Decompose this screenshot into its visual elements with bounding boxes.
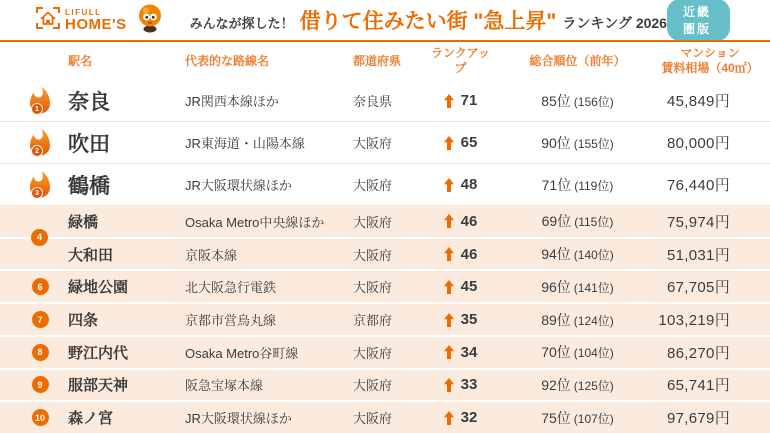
rent-value: 45,849円 bbox=[667, 93, 730, 110]
up-arrow-icon bbox=[444, 378, 454, 392]
col-header-rent bbox=[650, 46, 770, 76]
line-name: 阪急宝塚本線 bbox=[185, 378, 264, 394]
rank-number: 1 bbox=[31, 103, 43, 115]
station-name: 奈良 bbox=[68, 90, 110, 114]
station-name: 野江内代 bbox=[68, 344, 129, 362]
overall-rank-cell bbox=[505, 277, 650, 297]
overall-rank-previous: (119位) bbox=[574, 178, 614, 193]
overall-rank-cell bbox=[505, 175, 650, 195]
rent-value: 103,219円 bbox=[658, 312, 730, 330]
lifull-homes-logo bbox=[36, 3, 164, 38]
overall-rank-previous: (141位) bbox=[573, 280, 614, 295]
prefecture: 大阪府 bbox=[353, 214, 393, 230]
prefecture: 京都府 bbox=[353, 313, 393, 329]
rent-value: 67,705円 bbox=[667, 279, 730, 297]
rent-value: 97,679円 bbox=[667, 410, 730, 428]
col-header-rent-line2: 賃料相場（40㎡） bbox=[661, 61, 759, 75]
line-name: Osaka Metro谷町線 bbox=[185, 345, 299, 361]
house-bracket-icon bbox=[36, 7, 60, 34]
rank-cell bbox=[0, 80, 62, 121]
table-row bbox=[0, 206, 770, 243]
overall-rank-current: 96位 bbox=[541, 278, 571, 295]
table-row bbox=[0, 237, 770, 270]
rent-value: 65,741円 bbox=[667, 377, 730, 395]
rank-up-cell bbox=[430, 344, 505, 361]
prefecture: 大阪府 bbox=[353, 378, 393, 394]
header-bar bbox=[0, 0, 770, 40]
rank-up-cell bbox=[430, 134, 505, 151]
col-header-overall: 総合順位（前年） bbox=[529, 53, 626, 68]
overall-rank-previous: (124位) bbox=[573, 313, 614, 328]
rent-value: 51,031円 bbox=[667, 246, 730, 264]
logo-lifull-text: LIFULL bbox=[65, 7, 102, 17]
overall-rank-cell bbox=[505, 408, 650, 428]
region-badge: 近畿圏版 bbox=[667, 0, 730, 41]
rent-value: 76,440円 bbox=[667, 177, 730, 194]
overall-rank-cell bbox=[505, 211, 650, 231]
flame-rank-icon bbox=[25, 170, 55, 200]
rank-up-value: 46 bbox=[460, 212, 478, 230]
rank-up-value: 65 bbox=[460, 134, 478, 151]
rank-cell bbox=[0, 164, 62, 205]
lower-ranking-group bbox=[0, 206, 770, 433]
station-name: 大和田 bbox=[68, 246, 114, 264]
table-row bbox=[0, 368, 770, 401]
up-arrow-icon bbox=[444, 411, 454, 425]
rank-up-cell bbox=[430, 213, 505, 230]
up-arrow-icon bbox=[444, 178, 454, 192]
rank-up-cell bbox=[430, 409, 505, 426]
overall-rank-current: 90位 bbox=[541, 134, 571, 151]
rank-badge: 10 bbox=[32, 409, 49, 426]
table-row bbox=[0, 302, 770, 335]
rank-cell bbox=[0, 239, 62, 270]
overall-rank-current: 69位 bbox=[541, 213, 572, 230]
overall-rank-previous: (115位) bbox=[574, 215, 614, 230]
page-title bbox=[190, 5, 667, 35]
overall-rank-cell bbox=[505, 310, 650, 330]
overall-rank-cell bbox=[505, 342, 650, 362]
line-name: JR大阪環状線ほか bbox=[185, 411, 292, 427]
prefecture: 大阪府 bbox=[353, 136, 393, 151]
station-name: 服部天神 bbox=[68, 377, 129, 395]
overall-rank-cell bbox=[505, 91, 650, 111]
rank-up-cell bbox=[430, 246, 505, 263]
rent-value: 80,000円 bbox=[667, 135, 730, 152]
overall-rank-previous: (104位) bbox=[573, 346, 614, 361]
overall-rank-current: 75位 bbox=[541, 409, 571, 426]
station-name: 緑地公園 bbox=[68, 279, 129, 297]
overall-rank-previous: (125位) bbox=[573, 378, 614, 393]
line-name: JR大阪環状線ほか bbox=[185, 178, 292, 193]
station-name: 鶴橋 bbox=[68, 174, 110, 198]
overall-rank-current: 89位 bbox=[541, 311, 571, 328]
station-name: 緑橋 bbox=[68, 213, 99, 231]
overall-rank-previous: (156位) bbox=[573, 94, 614, 109]
table-row bbox=[0, 400, 770, 433]
overall-rank-current: 92位 bbox=[541, 376, 571, 393]
prefecture: 大阪府 bbox=[353, 247, 393, 263]
title-main: 借りて住みたい街 "急上昇" bbox=[299, 10, 557, 33]
table-row bbox=[0, 164, 770, 206]
prefecture: 大阪府 bbox=[353, 411, 393, 427]
overall-rank-cell bbox=[505, 244, 650, 264]
rank-up-cell bbox=[430, 376, 505, 393]
rank-badge: 8 bbox=[32, 344, 49, 361]
rank-badge: 9 bbox=[32, 376, 49, 393]
logo-homes-text: HOME'S bbox=[65, 15, 127, 33]
up-arrow-icon bbox=[444, 214, 454, 228]
rank-badge: 4 bbox=[31, 229, 48, 246]
logo-wordmark bbox=[65, 9, 127, 32]
rank-cell bbox=[0, 304, 62, 335]
rank-cell bbox=[0, 271, 62, 302]
station-name: 森ノ宮 bbox=[68, 410, 114, 428]
up-arrow-icon bbox=[444, 280, 454, 294]
prefecture: 大阪府 bbox=[353, 345, 393, 361]
rank-up-cell bbox=[430, 176, 505, 193]
rank-up-value: 34 bbox=[460, 343, 478, 361]
rank-cell bbox=[0, 122, 62, 163]
col-header-rank-up: ランクアップ bbox=[431, 46, 490, 75]
line-name: Osaka Metro中央線ほか bbox=[185, 214, 325, 230]
table-row bbox=[0, 269, 770, 302]
overall-rank-previous: (107位) bbox=[573, 411, 614, 426]
line-name: JR関西本線ほか bbox=[185, 94, 279, 109]
rank-up-cell bbox=[430, 92, 505, 109]
col-header-prefecture: 都道府県 bbox=[353, 53, 402, 68]
rank-up-cell bbox=[430, 278, 505, 295]
up-arrow-icon bbox=[444, 247, 454, 261]
table-column-headers bbox=[0, 42, 770, 80]
overall-rank-previous: (140位) bbox=[573, 248, 614, 263]
col-header-line: 代表的な路線名 bbox=[185, 53, 270, 68]
rank-up-cell bbox=[430, 311, 505, 328]
rank-up-value: 35 bbox=[460, 311, 478, 329]
rank-up-value: 71 bbox=[460, 92, 478, 109]
rank-badge: 7 bbox=[32, 311, 49, 328]
rank-up-value: 45 bbox=[460, 278, 478, 296]
line-name: 京都市営烏丸線 bbox=[185, 313, 277, 329]
rank-cell bbox=[0, 402, 62, 433]
overall-rank-previous: (155位) bbox=[573, 136, 614, 151]
mascot-character-icon bbox=[136, 3, 164, 38]
overall-rank-cell bbox=[505, 133, 650, 153]
rank-cell bbox=[0, 206, 62, 243]
rent-value: 86,270円 bbox=[667, 344, 730, 362]
rank-up-value: 33 bbox=[460, 376, 478, 394]
prefecture: 大阪府 bbox=[353, 280, 393, 296]
line-name: 京阪本線 bbox=[185, 247, 238, 263]
rent-value: 75,974円 bbox=[667, 213, 730, 231]
table-row bbox=[0, 122, 770, 164]
rank-up-value: 48 bbox=[460, 176, 478, 193]
col-header-station: 駅名 bbox=[68, 53, 93, 68]
flame-rank-icon bbox=[25, 86, 55, 116]
rank-cell bbox=[0, 370, 62, 401]
prefecture: 大阪府 bbox=[353, 178, 393, 193]
overall-rank-cell bbox=[505, 375, 650, 395]
up-arrow-icon bbox=[444, 136, 454, 150]
col-header-rent-line1: マンション bbox=[680, 46, 740, 60]
rank-number: 3 bbox=[31, 187, 43, 199]
rank-badge: 6 bbox=[32, 278, 49, 295]
rank-up-value: 46 bbox=[460, 245, 478, 263]
rank-cell bbox=[0, 337, 62, 368]
prefecture: 奈良県 bbox=[353, 94, 393, 109]
table-row bbox=[0, 80, 770, 122]
station-name: 吹田 bbox=[68, 132, 110, 156]
line-name: 北大阪急行電鉄 bbox=[185, 280, 277, 296]
flame-rank-icon bbox=[25, 128, 55, 158]
up-arrow-icon bbox=[444, 345, 454, 359]
up-arrow-icon bbox=[444, 313, 454, 327]
up-arrow-icon bbox=[444, 94, 454, 108]
title-suffix: ランキング 2026 bbox=[562, 15, 667, 31]
rank-number: 2 bbox=[31, 145, 43, 157]
overall-rank-current: 70位 bbox=[541, 344, 571, 361]
rank-up-value: 32 bbox=[460, 409, 478, 427]
line-name: JR東海道・山陽本線 bbox=[185, 136, 305, 151]
table-row bbox=[0, 335, 770, 368]
station-name: 四条 bbox=[68, 312, 99, 330]
overall-rank-current: 71位 bbox=[541, 176, 572, 193]
overall-rank-current: 94位 bbox=[541, 246, 571, 263]
title-prefix: みんなが探した！ bbox=[189, 16, 294, 31]
overall-rank-current: 85位 bbox=[541, 92, 571, 109]
